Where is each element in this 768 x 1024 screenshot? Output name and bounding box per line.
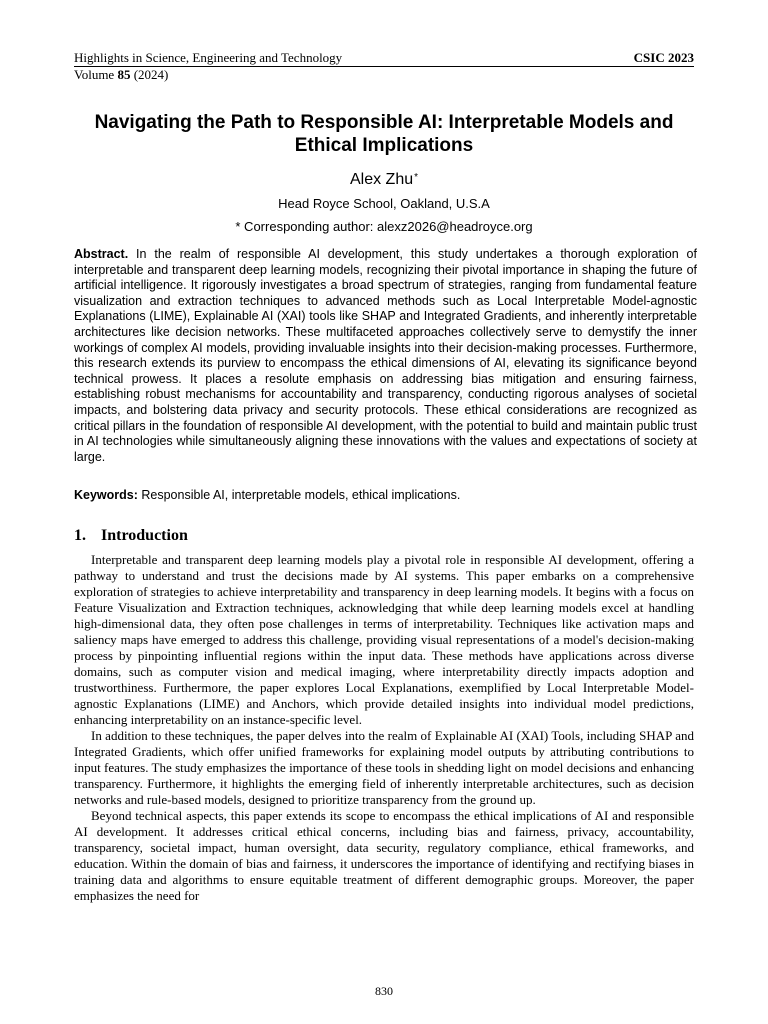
abstract-text: In the realm of responsible AI development, this study undertakes a thorough exploration of interpretable and transparent deep learning models, recognizing their pivotal importance in shaping the future of artificial intelligence. It rigorously investigates a broad spectrum of strategies, ranging from fundamental feature visualization and extraction techniques to advanced methods such as Local Interpretable Model-agnostic Explanations (LIME), Explainable AI (XAI) tools like SHAP and Integrated Gradients, and inherently interpretable architectures like decision networks. These multifaceted approaches collectively serve to demystify the inner workings of complex AI models, providing invaluable insights into their decision-making processes. Furthermore, this research extends its purview to encompass the ethical dimensions of AI, elevating its significance beyond technical prowess. It places a resolute emphasis on addressing bias mitigation and ensuring fairness, establishing robust mechanisms for accountability and transparency, conducting rigorous analyses of societal impacts, and bolstering data privacy and security protocols. These ethical considerations are recognized as critical pillars in the foundation of responsible AI development, with the potential to build and maintain public trust in AI technologies while simultaneously aligning these innovations with the values and expectations of society at large.: [74, 247, 697, 464]
paragraph: Beyond technical aspects, this paper extends its scope to encompass the ethical implications of AI and responsible AI development. It addresses critical ethical concerns, including bias and fairness, privacy, accountability, transparency, societal impact, human oversight, data security, regulatory compliance, ethical frameworks, and education. Within the domain of bias and fairness, it underscores the importance of identifying and rectifying biases in training data and algorithms to ensure equitable treatment of different demographic groups. Moreover, the paper emphasizes the need for: [74, 808, 694, 903]
author-name: Alex Zhu: [349, 171, 414, 188]
section-body: [74, 552, 694, 904]
section-title: Introduction: [101, 527, 188, 544]
page-number: 830: [375, 984, 393, 998]
keywords-text: Responsible AI, interpretable models, ethical implications.: [137, 488, 461, 502]
author-mark: *: [414, 172, 419, 183]
journal-name: Highlights in Science, Engineering and Technology: [74, 50, 343, 65]
volume-info: [74, 67, 168, 83]
section-heading: [74, 526, 188, 546]
volume-prefix: Volume: [74, 67, 118, 82]
paragraph: In addition to these techniques, the paper delves into the realm of Explainable AI (XAI) Tools, including SHAP and Integrated Gradients, which offer unified frameworks for explaining model outputs by attributing contributions to input features. The study emphasizes the importance of these tools in shedding light on model decisions and enhancing transparency. Furthermore, it highlights the emerging field of inherently interpretable architectures, such as decision networks and rule-based models, designed to prioritize transparency from the ground up.: [74, 728, 694, 807]
affiliation: Head Royce School, Oakland, U.S.A: [278, 196, 490, 211]
paper-title: Navigating the Path to Responsible AI: Interpretable Models and Ethical Implications: [94, 112, 674, 156]
section-number: 1.: [74, 527, 86, 544]
abstract: [74, 247, 697, 465]
author-line: [74, 170, 694, 190]
keywords-label: Keywords:: [74, 488, 138, 502]
volume-year: (2024): [130, 67, 169, 82]
volume-number: 85: [117, 67, 131, 82]
conference-name: CSIC 2023: [633, 50, 694, 65]
keywords: [74, 487, 697, 503]
paragraph: Interpretable and transparent deep learning models play a pivotal role in responsible AI development, offering a pathway to understand and trust the decisions made by AI systems. This paper embarks on a comprehensive exploration of strategies to achieve interpretability and transparency in deep learning models. It begins with a focus on Feature Visualization and Extraction techniques, acknowledging that while deep learning models excel at handling high-dimensional data, they often pose challenges in terms of interpretability. Techniques like activation maps and saliency maps have emerged to address this challenge, providing visual representations of a model's decision-making process by pinpointing influential regions within the input data. These methods have applications across diverse domains, such as computer vision and medical imaging, where interpretability directly impacts adoption and trustworthiness. Furthermore, the paper explores Local Explanations, exemplified by Local Interpretable Model-agnostic Explanations (LIME) and Anchors, which provide detailed insights into individual model predictions, enhancing interpretability on an instance-specific level.: [74, 552, 694, 727]
corresponding-author: * Corresponding author: alexz2026@headroyce.org: [235, 219, 533, 234]
abstract-label: Abstract.: [74, 247, 129, 261]
